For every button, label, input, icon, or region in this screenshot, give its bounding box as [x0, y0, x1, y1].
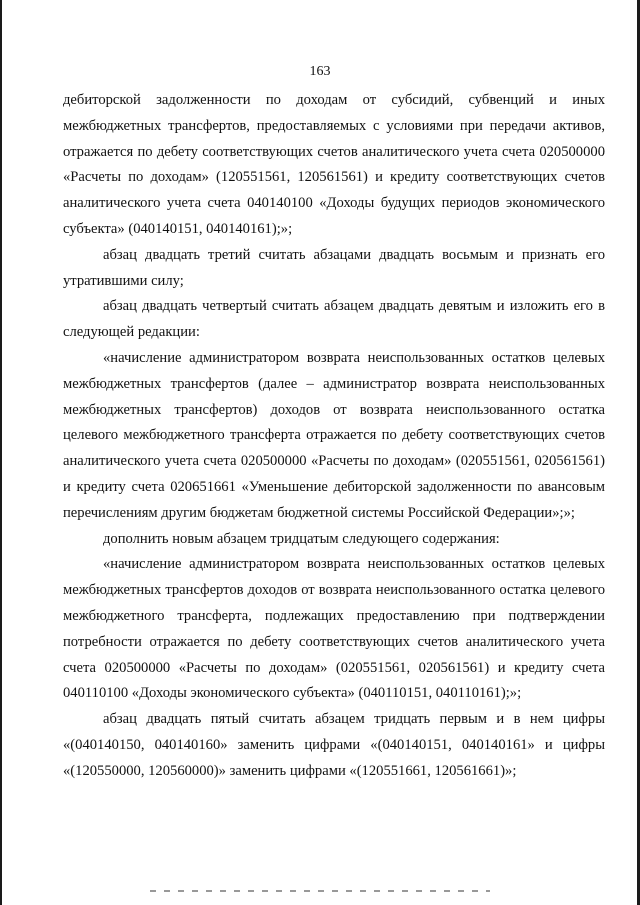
document-body [63, 88, 605, 785]
page-number: 163 [309, 64, 331, 79]
paragraph-continuation: дебиторской задолженности по доходам от субсидий, субвенций и иных межбюджетных трансфертов, предоставляемых с условиями при передачи активов, отражается по дебету соответствующих счетов аналитического учета счета 020500000 «Расчеты по доходам» (120551561, 120561561) и кредиту соответствующих счетов аналитического учета счета 040140100 «Доходы будущих периодов экономического субъекта» (040140151, 040140161);»; [63, 92, 605, 237]
paragraph-add-30: дополнить новым абзацем тридцатым следующего содержания: [103, 530, 500, 547]
paragraph-amendment-25: абзац двадцать пятый считать абзацем тридцать первым и в нем цифры «(040140150, 040140160» заменить цифрами «(040140151, 040140161» и цифры «(120550000, 120560000)» заменить цифрами «(120551661, 120561661)»; [63, 711, 605, 779]
scan-edge-left [0, 0, 2, 905]
paragraph-quote-new-30: «начисление администратором возврата неиспользованных остатков целевых межбюджетных трансфертов доходов от возврата неиспользованного остатка целевого межбюджетного трансферта, подлежащих предоставлению при подтверждении потребности отражается по дебету соответствующих счетов аналитического учета счета 020500000 «Расчеты по доходам» (020551561, 020561561) и кредиту счета 040110100 «Доходы экономического субъекта» (040110151, 040110161);»; [63, 556, 605, 702]
paragraph-amendment-24: абзац двадцать четвертый считать абзацем двадцать девятым и изложить его в следующей редакции: [63, 298, 605, 341]
scan-artifact-bottom [150, 890, 490, 892]
paragraph-amendment-23: абзац двадцать третий считать абзацами двадцать восьмым и признать его утратившими силу; [63, 246, 605, 289]
paragraph-quote-new-29: «начисление администратором возврата неиспользованных остатков целевых межбюджетных трансфертов (далее – администратор возврата неиспользованных межбюджетных трансфертов) доходов от возврата неиспользованного остатка целевого межбюджетного трансферта отражается по дебету соответствующих счетов аналитического учета счета 020500000 «Расчеты по доходам» (020551561, 020561561) и кредиту счета 020651661 «Уменьшение дебиторской задолженности по авансовым перечислениям другим бюджетам бюджетной системы Российской Федерации»;»; [63, 349, 605, 521]
